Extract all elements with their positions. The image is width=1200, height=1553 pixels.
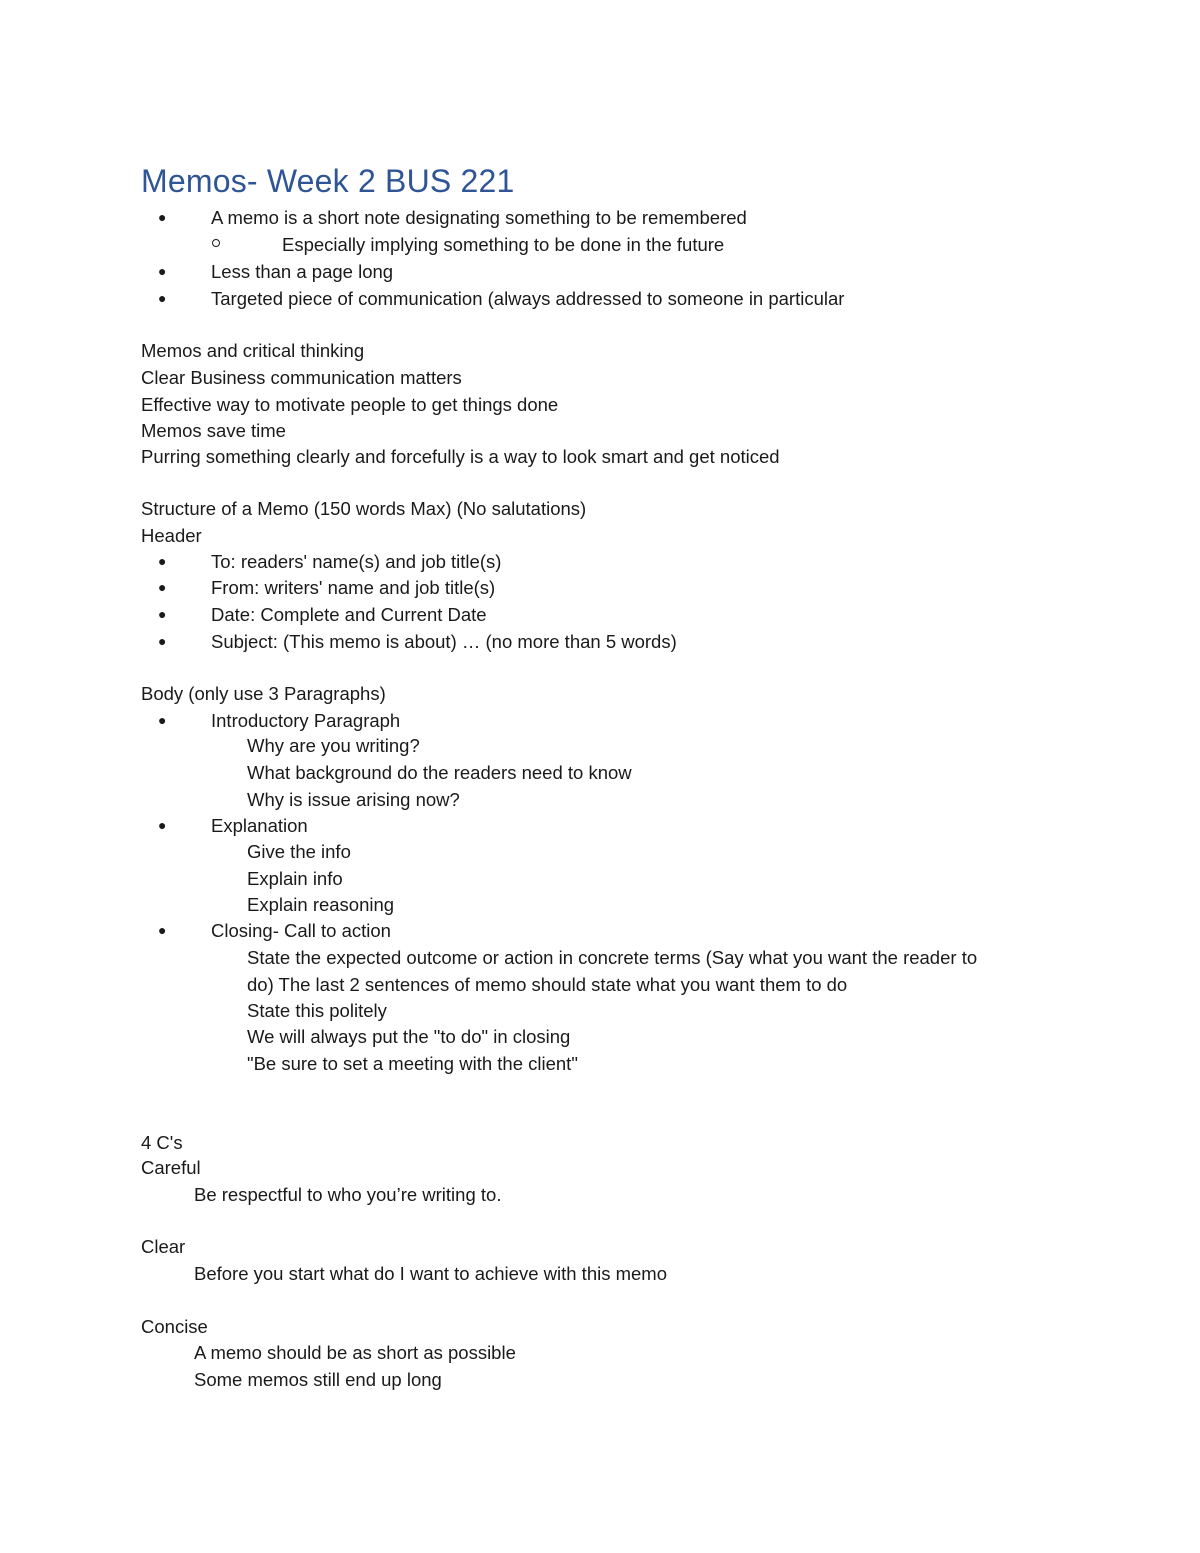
concise-label: Concise: [141, 1316, 208, 1337]
header-label: Header: [141, 525, 202, 546]
intro-paragraph-label: Introductory Paragraph: [211, 710, 401, 731]
intro-bullet-2: Less than a page long: [211, 261, 394, 282]
careful-text: Be respectful to who you’re writing to.: [194, 1184, 502, 1205]
explanation-label: Explanation: [211, 815, 308, 836]
four-cs-heading: 4 C's: [141, 1132, 183, 1153]
bullet-icon: ●: [158, 579, 167, 595]
intro-sub-bullet-1: Especially implying something to be done in the future: [282, 234, 725, 255]
structure-heading: Structure of a Memo (150 words Max) (No salutations): [141, 498, 587, 519]
header-item-from: From: writers' name and job title(s): [211, 577, 496, 598]
bullet-icon: ●: [158, 209, 167, 225]
intro-paragraph-item: Why are you writing?: [247, 735, 420, 756]
explanation-item: Explain reasoning: [247, 894, 395, 915]
bullet-icon: ●: [158, 817, 167, 833]
header-item-date: Date: Complete and Current Date: [211, 604, 487, 625]
intro-paragraph-item: Why is issue arising now?: [247, 789, 460, 810]
circle-bullet-icon: [212, 239, 220, 247]
concise-text: A memo should be as short as possible: [194, 1342, 516, 1363]
bullet-icon: ●: [158, 922, 167, 938]
concise-text: Some memos still end up long: [194, 1369, 442, 1390]
closing-label: Closing- Call to action: [211, 920, 391, 941]
closing-item: We will always put the "to do" in closing: [247, 1026, 571, 1047]
explanation-item: Explain info: [247, 868, 343, 889]
closing-item: "Be sure to set a meeting with the client": [247, 1053, 578, 1074]
clear-label: Clear: [141, 1236, 186, 1257]
clear-text: Before you start what do I want to achieve with this memo: [194, 1263, 668, 1284]
closing-item: State the expected outcome or action in concrete terms (Say what you want the reader to: [247, 947, 978, 968]
critical-line: Effective way to motivate people to get things done: [141, 394, 559, 415]
closing-item: do) The last 2 sentences of memo should state what you want them to do: [247, 974, 848, 995]
closing-item: State this politely: [247, 1000, 387, 1021]
critical-line: Purring something clearly and forcefully is a way to look smart and get noticed: [141, 446, 780, 467]
intro-paragraph-item: What background do the readers need to know: [247, 762, 632, 783]
header-item-to: To: readers' name(s) and job title(s): [211, 551, 502, 572]
bullet-icon: ●: [158, 712, 167, 728]
header-item-subject: Subject: (This memo is about) … (no more than 5 words): [211, 631, 677, 652]
bullet-icon: ●: [158, 263, 167, 279]
critical-heading: Memos and critical thinking: [141, 340, 365, 361]
body-heading: Body (only use 3 Paragraphs): [141, 683, 386, 704]
bullet-icon: ●: [158, 553, 167, 569]
critical-line: Memos save time: [141, 420, 286, 441]
bullet-icon: ●: [158, 290, 167, 306]
critical-line: Clear Business communication matters: [141, 367, 462, 388]
careful-label: Careful: [141, 1157, 201, 1178]
intro-bullet-3: Targeted piece of communication (always addressed to someone in particular: [211, 288, 845, 309]
bullet-icon: ●: [158, 633, 167, 649]
explanation-item: Give the info: [247, 841, 351, 862]
document-title: Memos- Week 2 BUS 221: [141, 163, 515, 199]
intro-bullet-1: A memo is a short note designating something to be remembered: [211, 207, 747, 228]
bullet-icon: ●: [158, 606, 167, 622]
